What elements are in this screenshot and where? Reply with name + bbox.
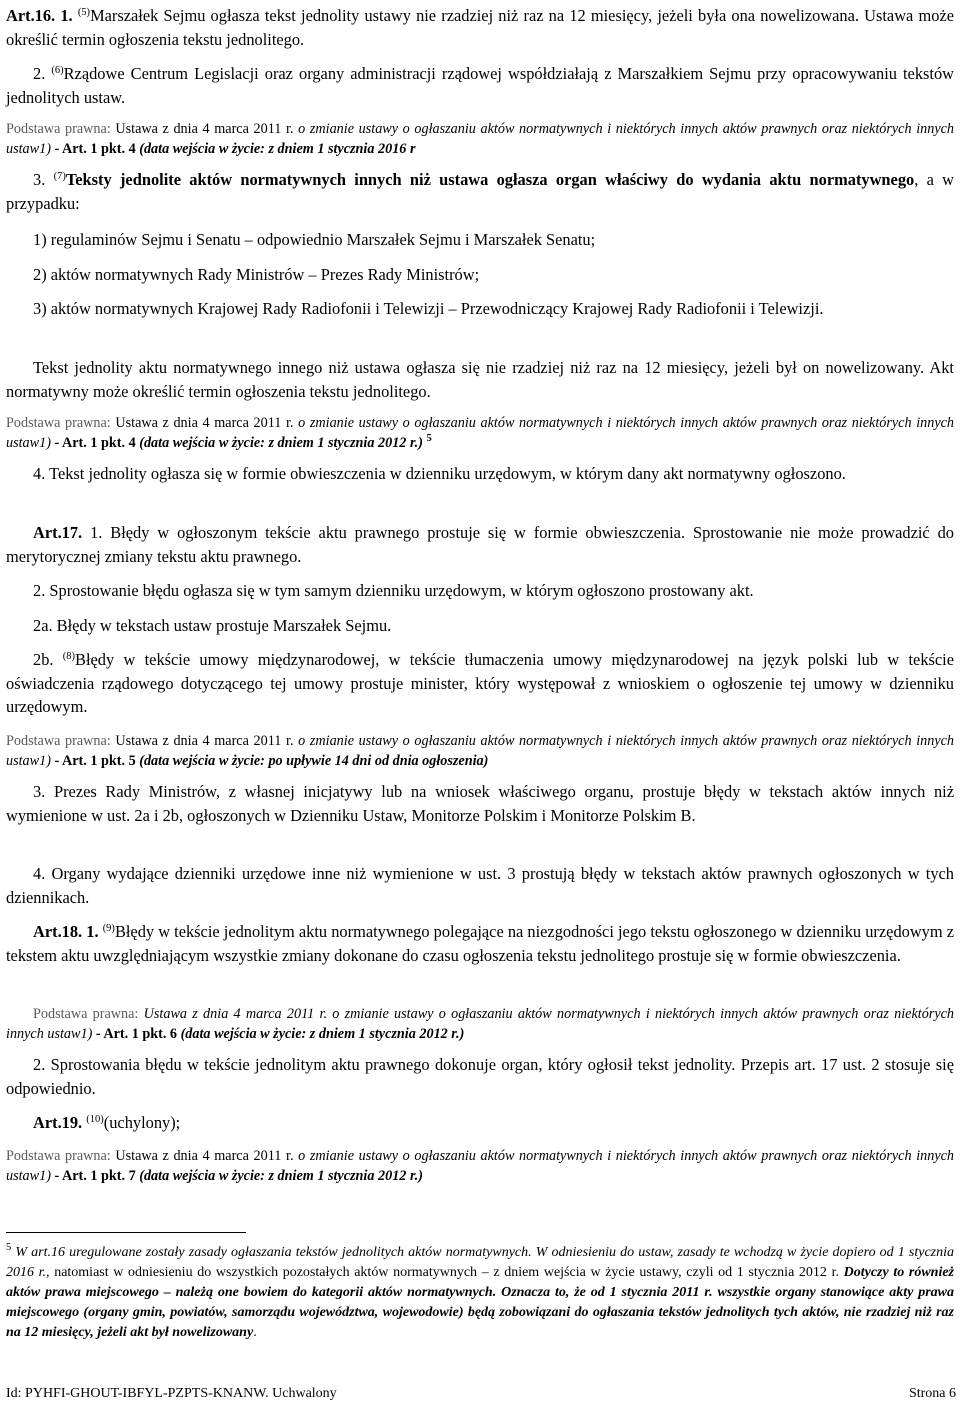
- article-number: Art.19.: [33, 1113, 83, 1132]
- paragraph-text: 4. Organy wydające dzienniki urzędowe inne niż wymienione w ust. 3 prostują błędy w tekstach aktów prawnych ogłoszonych w tych dziennikach.: [6, 864, 954, 907]
- paragraph-number: 3.: [33, 170, 46, 189]
- reference-marker[interactable]: (7): [53, 171, 66, 182]
- art17-para4: [6, 862, 954, 909]
- legal-basis-act: Ustawa z dnia 4 marca 2011 r.: [143, 1006, 327, 1022]
- art17-para2: [6, 579, 954, 603]
- list-item: 1) regulaminów Sejmu i Senatu – odpowiednio Marszałek Sejmu i Marszałek Senatu;: [33, 230, 596, 249]
- legal-basis-title: o zmianie ustawy o ogłaszaniu aktów normatywnych i niektórych innych aktów prawnych oraz niektórych innych ustaw1): [6, 1148, 955, 1184]
- legal-basis-date: (data wejścia w życie: z dniem 1 stycznia 2012 r.): [180, 1026, 465, 1042]
- legal-basis-label: Podstawa prawna:: [6, 121, 111, 137]
- legal-basis-date: (data wejścia w życie: z dniem 1 stycznia 2012 r.): [139, 435, 423, 451]
- legal-basis-article: - Art. 1 pkt. 6: [95, 1026, 178, 1042]
- footnote-text-italic: W art.16 uregulowane zostały zasady ogłaszania tekstów jednolitych aktów normatywnych. W odniesieniu do ustaw, zasady te wchodzą w życie dopiero od 1 stycznia 2016 r.: [6, 1245, 954, 1280]
- art16-item3: [6, 297, 954, 321]
- list-item: 2) aktów normatywnych Rady Ministrów – Prezes Rady Ministrów;: [33, 265, 480, 284]
- paragraph-text: 2. Sprostowania błędu w tekście jednolitym aktu prawnego dokonuje organ, który ogłosił tekst jednolity. Przepis art. 17 ust. 2 stosuje się odpowiednio.: [6, 1055, 954, 1098]
- paragraph-text-bold: Teksty jednolite aktów normatywnych innych niż ustawa ogłasza organ właściwy do wydania aktu normatywnego: [65, 170, 915, 189]
- legal-basis-label: Podstawa prawna:: [33, 1006, 139, 1022]
- legal-basis-act: Ustawa z dnia 4 marca 2011 r.: [115, 415, 294, 431]
- legal-basis-title: o zmianie ustawy o ogłaszaniu aktów normatywnych i niektórych innych aktów prawnych oraz niektórych innych ustaw1): [6, 121, 955, 157]
- art17-para2b: [6, 648, 954, 719]
- legal-basis-title: o zmianie ustawy o ogłaszaniu aktów normatywnych i niektórych innych aktów prawnych oraz niektórych innych ustaw1): [6, 415, 955, 451]
- art17-para1: [6, 521, 954, 568]
- art16-item2: [6, 263, 954, 287]
- paragraph-text: (uchylony);: [103, 1113, 181, 1132]
- reference-marker[interactable]: (9): [102, 923, 115, 934]
- reference-marker[interactable]: (10): [86, 1114, 104, 1125]
- article-number: Art.18. 1.: [33, 922, 99, 941]
- paragraph-text: 4. Tekst jednolity ogłasza się w formie obwieszczenia w dzienniku urzędowym, w którym dany akt normatywny ogłoszono.: [33, 464, 846, 483]
- paragraph-text: Rządowe Centrum Legislacji oraz organy administracji rządowej współdziałają z Marszałkiem Sejmu przy opracowywaniu tekstów jednolitych ustaw.: [6, 64, 954, 107]
- art18-para1: [6, 920, 954, 967]
- art16-para3-tail: [6, 356, 954, 403]
- paragraph-text: Błędy w tekście umowy międzynarodowej, w tekście tłumaczenia umowy międzynarodowej na język polski lub w tekście oświadczenia rządowego dotyczącego tej umowy prostuje minister, który występował z wnioskiem o ogłoszenie tej umowy w dzienniku urzędowym.: [6, 650, 954, 716]
- paragraph-text: 3. Prezes Rady Ministrów, z własnej inicjatywy lub na wniosek właściwego organu, prostuje błędy w tekstach aktów innych niż wymienione w ust. 2a i 2b, ogłoszonych w Dzienniku Ustaw, Monitorze Polskim i Monitorze Polskim B.: [6, 782, 954, 825]
- art16-item1: [6, 228, 954, 252]
- legal-basis-date: (data wejścia w życie: z dniem 1 stycznia 2016 r: [139, 141, 416, 157]
- legal-basis-4: [6, 1004, 954, 1044]
- footnote-number: 5: [6, 1242, 12, 1253]
- article-number: Art.17.: [33, 523, 83, 542]
- paragraph-text: 2a. Błędy w tekstach ustaw prostuje Marszałek Sejmu.: [33, 616, 392, 635]
- footnote-text-end: .: [253, 1325, 257, 1340]
- legal-basis-date: (data wejścia w życie: z dniem 1 stycznia 2012 r.): [139, 1168, 423, 1184]
- paragraph-text: Tekst jednolity aktu normatywnego innego niż ustawa ogłasza się nie rzadziej niż raz na 12 miesięcy, jeżeli był on nowelizowany. Akt normatywny może określić termin ogłoszenia tekstu jednolitego.: [6, 358, 954, 401]
- art17-para2a: [6, 614, 954, 638]
- legal-basis-act: Ustawa z dnia 4 marca 2011 r.: [115, 1148, 294, 1164]
- footnote-separator: [6, 1232, 246, 1233]
- art16-para4: [6, 462, 954, 486]
- paragraph-text: Marszałek Sejmu ogłasza tekst jednolity ustawy nie rzadziej niż raz na 12 miesięcy, jeżeli była ona nowelizowana. Ustawa może określić termin ogłoszenia tekstu jednolitego.: [6, 6, 954, 49]
- paragraph-text: 2. Sprostowanie błędu ogłasza się w tym samym dzienniku urzędowym, w którym ogłoszono prostowany akt.: [33, 581, 754, 600]
- legal-basis-title: o zmianie ustawy o ogłaszaniu aktów normatywnych i niektórych innych aktów prawnych oraz niektórych innych ustaw1): [6, 1006, 955, 1042]
- paragraph-text: Błędy w tekście jednolitym aktu normatywnego polegające na niezgodności jego tekstu ogłoszonego w dzienniku urzędowym z tekstem aktu uwzględniającym wszystkie zmiany dokonane do czasu ogłoszenia tekstu jednolitego prostuje się w formie obwieszczenia.: [6, 922, 955, 965]
- legal-basis-label: Podstawa prawna:: [6, 733, 111, 749]
- art16-para1: [6, 4, 954, 51]
- legal-basis-3: [6, 731, 954, 771]
- page-footer: [6, 1385, 956, 1403]
- legal-basis-1: [6, 119, 954, 159]
- article-number: Art.16. 1.: [6, 6, 73, 25]
- list-item: 3) aktów normatywnych Krajowej Rady Radiofonii i Telewizji – Przewodniczący Krajowej Rady Radiofonii i Telewizji.: [33, 299, 824, 318]
- footnote: [6, 1243, 954, 1343]
- art16-para3: [6, 168, 954, 215]
- footnote-text: , natomiast w odniesieniu do wszystkich pozostałych aktów normatywnych – z dniem wejścia w życie ustawy, czyli od 1 stycznia 2012 r.: [46, 1265, 839, 1280]
- legal-basis-article: - Art. 1 pkt. 4: [54, 141, 136, 157]
- reference-marker[interactable]: (8): [62, 651, 76, 662]
- legal-basis-2: [6, 413, 954, 453]
- page-number: Strona 6: [908, 1386, 956, 1401]
- legal-basis-article: - Art. 1 pkt. 4: [54, 435, 136, 451]
- legal-basis-label: Podstawa prawna:: [6, 1148, 111, 1164]
- legal-basis-act: Ustawa z dnia 4 marca 2011 r.: [115, 733, 294, 749]
- reference-marker[interactable]: (6): [51, 65, 64, 76]
- footnote-reference[interactable]: 5: [426, 433, 432, 444]
- legal-basis-label: Podstawa prawna:: [6, 415, 111, 431]
- art17-para3: [6, 780, 954, 827]
- paragraph-text: , a w przypadku:: [6, 170, 954, 213]
- paragraph-text: 1. Błędy w ogłoszonym tekście aktu prawnego prostuje się w formie obwieszczenia. Sprostowanie nie może prowadzić do merytorycznej zmiany tekstu aktu prawnego.: [6, 523, 954, 566]
- art19: [6, 1111, 954, 1135]
- reference-marker[interactable]: (5): [77, 7, 91, 18]
- legal-basis-title: o zmianie ustawy o ogłaszaniu aktów normatywnych i niektórych innych aktów prawnych oraz niektórych innych ustaw1): [6, 733, 955, 769]
- legal-basis-act: Ustawa z dnia 4 marca 2011 r.: [115, 121, 294, 137]
- legal-basis-article: - Art. 1 pkt. 7: [54, 1168, 136, 1184]
- paragraph-number: 2.: [33, 64, 46, 83]
- art16-para2: [6, 62, 954, 109]
- legal-basis-article: - Art. 1 pkt. 5: [54, 753, 136, 769]
- art18-para2: [6, 1053, 954, 1100]
- document-id: Id: PYHFI-GHOUT-IBFYL-PZPTS-KNANW. Uchwalony: [6, 1386, 337, 1401]
- footnote-text-emphasis: Dotyczy to również aktów prawa miejscowego – należą one bowiem do kategorii aktów normatywnych. Oznacza to, że od 1 stycznia 2011 r. wszystkie organy stanowiące akty prawa miejscowego (organy gmin, powiatów, samorządu województwa, wojewodowie) będą zobowiązani do ogłaszania tekstów jednolitych tych aktów, nie rzadziej niż raz na 12 miesięcy, jeżeli akt był nowelizowany: [6, 1265, 954, 1340]
- paragraph-number: 2b.: [33, 650, 54, 669]
- legal-basis-date: (data wejścia w życie: po upływie 14 dni od dnia ogłoszenia): [139, 753, 489, 769]
- legal-basis-5: [6, 1146, 954, 1186]
